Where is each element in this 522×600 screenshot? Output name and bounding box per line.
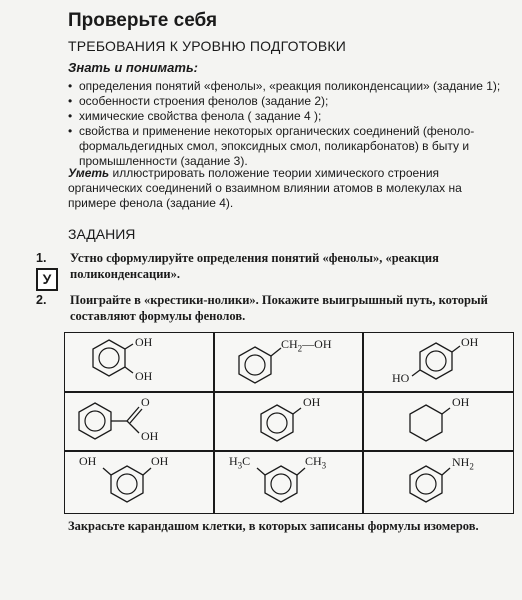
formula-part: CH bbox=[281, 337, 298, 351]
formula-label bbox=[452, 455, 474, 471]
able-word: Уметь bbox=[68, 166, 110, 180]
formula-part: H bbox=[229, 454, 238, 468]
formula-label: OH bbox=[135, 335, 153, 349]
formula-label bbox=[305, 454, 326, 470]
list-item: • определения понятий «фенолы», «реакция поликонденсации» (задание 1); bbox=[68, 79, 513, 94]
formula-subscript: 3 bbox=[237, 460, 243, 471]
formula-subscript: 3 bbox=[321, 460, 327, 471]
list-item: • свойства и применение некоторых органических соединений (феноло-формальдегидных смол, эпоксидных смол, поликарбонатов) в быту и промышленности (задание 3). bbox=[68, 124, 513, 169]
task-number: 1. bbox=[36, 251, 47, 265]
task-2 bbox=[36, 292, 514, 328]
grid-cell-catechol[interactable] bbox=[65, 333, 213, 391]
formula-part: —OH bbox=[302, 337, 332, 351]
benzene-ring-icon bbox=[65, 393, 213, 450]
formula-label: OH bbox=[303, 395, 321, 409]
benzene-ring-icon bbox=[364, 333, 513, 391]
formula-label: OH bbox=[452, 395, 470, 409]
formula-part: NH bbox=[452, 455, 470, 469]
know-list bbox=[68, 79, 513, 169]
task-1 bbox=[36, 250, 514, 286]
task-number: 2. bbox=[36, 293, 47, 307]
grid-cell-phenol[interactable] bbox=[215, 393, 362, 450]
level-badge: У bbox=[36, 268, 58, 291]
list-item: • особенности строения фенолов (задание 2); bbox=[68, 94, 513, 109]
grid-cell-benzyl-alcohol[interactable] bbox=[215, 333, 362, 391]
instruction-note: Закрасьте карандашом клетки, в которых записаны формулы изомеров. bbox=[68, 519, 479, 533]
grid-cell-hydroquinone[interactable] bbox=[364, 333, 513, 391]
benzene-ring-icon bbox=[215, 393, 362, 450]
tasks-heading: ЗАДАНИЯ bbox=[68, 226, 136, 242]
grid-cell-m-xylene[interactable] bbox=[215, 452, 362, 513]
formula-label: OH bbox=[151, 454, 169, 468]
grid-cell-resorcinol[interactable] bbox=[65, 452, 213, 513]
task-text: Поиграйте в «крестики-нолики». Покажите выигрышный путь, который составляют формулы фенолов. bbox=[70, 293, 488, 323]
formula-subscript: 2 bbox=[297, 343, 303, 354]
grid-cell-aniline[interactable] bbox=[364, 452, 513, 513]
cyclohexane-ring-icon bbox=[364, 393, 513, 450]
list-item: • химические свойства фенола ( задание 4 ); bbox=[68, 109, 513, 124]
formula-label bbox=[281, 337, 332, 353]
grid-cell-benzoic-acid[interactable] bbox=[65, 393, 213, 450]
formula-part: C bbox=[242, 454, 251, 468]
able-text: иллюстрировать положение теории химического строения органических соединений о взаимном влиянии атомов в молекулах на примере фенола (задание 4). bbox=[68, 166, 462, 210]
formula-label bbox=[229, 454, 250, 470]
formula-label: OH bbox=[79, 454, 97, 468]
section-subtitle: ТРЕБОВАНИЯ К УРОВНЮ ПОДГОТОВКИ bbox=[68, 38, 347, 54]
formula-subscript: 2 bbox=[469, 461, 474, 472]
formula-part: CH bbox=[305, 454, 322, 468]
formula-label: OH bbox=[461, 335, 479, 349]
know-heading: Знать и понимать: bbox=[68, 60, 199, 75]
task-text: Устно сформулируйте определения понятий «фенолы», «реакция поликонденсации». bbox=[70, 251, 439, 281]
tic-tac-toe-grid bbox=[64, 332, 514, 514]
benzene-ring-icon bbox=[364, 452, 513, 513]
formula-label: O bbox=[141, 395, 150, 409]
able-paragraph bbox=[68, 166, 513, 211]
formula-label: OH bbox=[135, 369, 153, 383]
formula-label: HO bbox=[392, 371, 410, 385]
grid-cell-cyclohexanol[interactable] bbox=[364, 393, 513, 450]
formula-label: OH bbox=[141, 429, 159, 443]
page-title: Проверьте себя bbox=[68, 10, 218, 31]
